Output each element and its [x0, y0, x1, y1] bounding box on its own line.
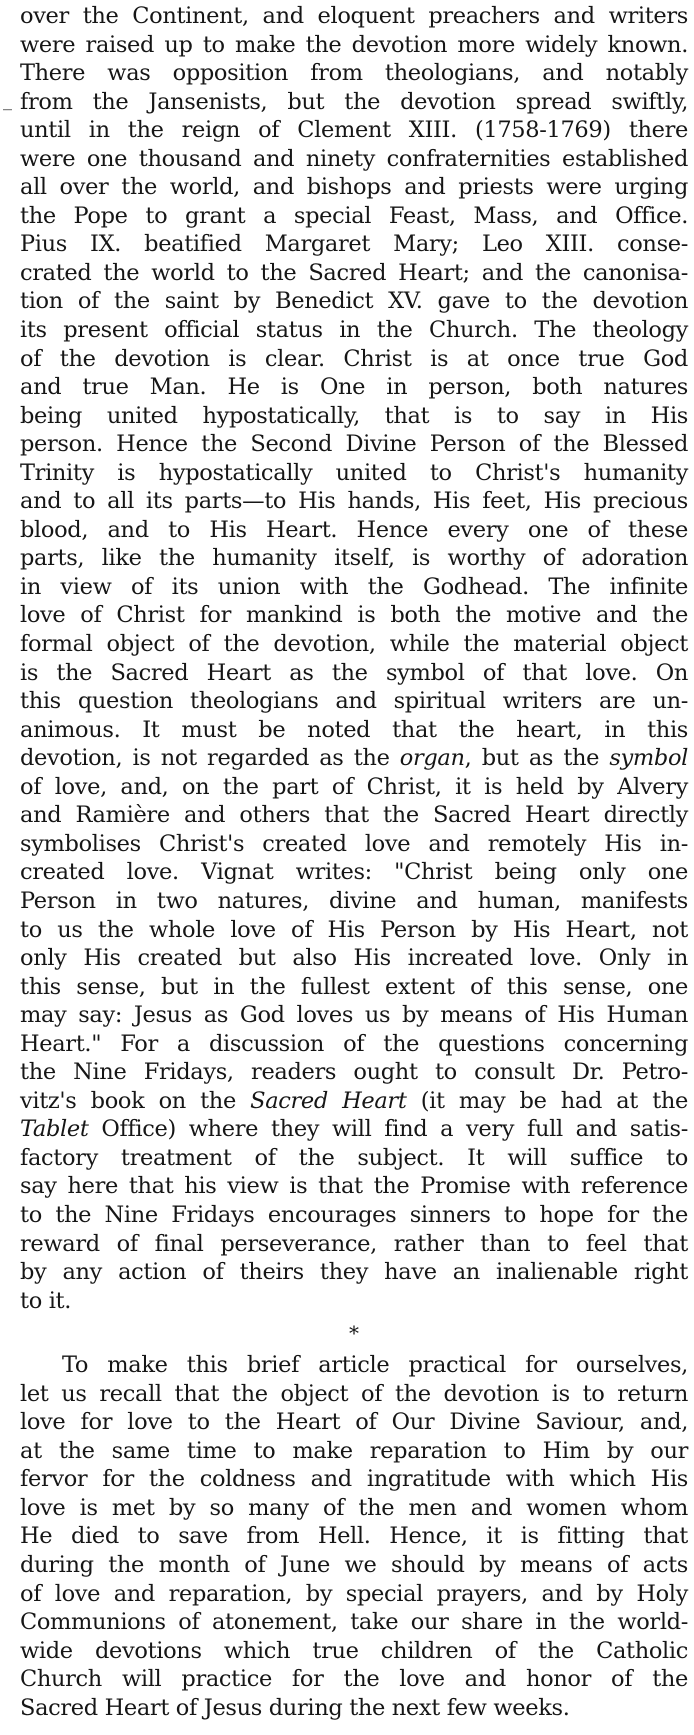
- text-line: fervor for the coldness and ingratitude with which His: [20, 1466, 688, 1493]
- text-line: and to all its parts—to His hands, His feet, His precious: [20, 488, 688, 515]
- text-line: created love. Vignat writes: "Christ being only one: [20, 859, 688, 886]
- document-page: [20, 2, 688, 1722]
- text-line: over the Continent, and eloquent preachers and writers: [20, 3, 688, 29]
- text-line: this sense, but in the fullest extent of this sense, one: [20, 973, 688, 1000]
- text-line: Person in two natures, divine and human, manifests: [20, 887, 688, 914]
- text-line: during the month of June we should by means of acts: [20, 1551, 688, 1578]
- text-line: from the Jansenists, but the devotion spread swiftly,: [20, 88, 688, 115]
- text-line: let us recall that the object of the devotion is to return: [20, 1380, 688, 1407]
- paragraph-1: [20, 2, 688, 1315]
- text-line: only His created but also His increated love. Only in: [20, 945, 688, 972]
- text-line: factory treatment of the subject. It will suffice to: [20, 1144, 688, 1171]
- text-line: devotion, is not regarded as the organ, but as the symbol: [20, 745, 688, 772]
- text-line: at the same time to make reparation to Him by our: [20, 1437, 688, 1464]
- text-line: crated the world to the Sacred Heart; and the canonisa-: [20, 259, 688, 286]
- text-line: love of Christ for mankind is both the motive and the: [20, 602, 688, 629]
- text-line: its present official status in the Church. The theology: [20, 317, 688, 344]
- text-line: symbolises Christ's created love and remotely His in-: [20, 830, 688, 857]
- text-line: Trinity is hypostatically united to Christ's humanity: [20, 459, 688, 486]
- text-line: To make this brief article practical for ourselves,: [62, 1352, 688, 1379]
- text-line: may say: Jesus as God loves us by means of His Human: [20, 1002, 688, 1029]
- text-line: tion of the saint by Benedict XV. gave to the devotion: [20, 288, 688, 315]
- text-line: of love, and, on the part of Christ, it is held by Alvery: [20, 773, 688, 800]
- text-line: all over the world, and bishops and priests were urging: [20, 174, 688, 201]
- text-line: Church will practice for the love and honor of the: [20, 1666, 688, 1693]
- text-line: love is met by so many of the men and women whom: [20, 1494, 688, 1521]
- text-line: to us the whole love of His Person by His Heart, not: [20, 916, 688, 943]
- text-line: in view of its union with the Godhead. The infinite: [20, 573, 688, 600]
- text-line: There was opposition from theologians, and notably: [20, 60, 688, 87]
- text-line: is the Sacred Heart as the symbol of that love. On: [20, 659, 688, 686]
- text-line: to it.: [20, 1287, 72, 1314]
- text-line: vitz's book on the Sacred Heart (it may be had at the: [20, 1087, 688, 1114]
- text-line: Pius IX. beatified Margaret Mary; Leo XIII. conse-: [20, 231, 688, 258]
- text-line: of love and reparation, by special prayers, and by Holy: [20, 1580, 688, 1607]
- text-line: the Nine Fridays, readers ought to consult Dr. Petro-: [20, 1059, 688, 1086]
- text-line: and Ramière and others that the Sacred Heart directly: [20, 802, 688, 829]
- text-line: to the Nine Fridays encourages sinners to hope for the: [20, 1201, 688, 1228]
- text-line: being united hypostatically, that is to say in His: [20, 402, 688, 429]
- text-line: Communions of atonement, take our share in the world-: [20, 1609, 688, 1636]
- text-line: of the devotion is clear. Christ is at once true God: [20, 345, 688, 372]
- text-line: say here that his view is that the Promise with reference: [20, 1173, 688, 1200]
- text-line: wide devotions which true children of the Catholic: [20, 1637, 688, 1664]
- text-line: were one thousand and ninety confraternities established: [20, 145, 688, 172]
- text-line: blood, and to His Heart. Hence every one of these: [20, 516, 688, 543]
- text-line: this question theologians and spiritual writers are un-: [20, 688, 688, 715]
- paragraph-2: [20, 1351, 688, 1722]
- text-line: parts, like the humanity itself, is worthy of adoration: [20, 545, 688, 572]
- text-line: by any action of theirs they have an inalienable right: [20, 1259, 688, 1286]
- text-line: love for love to the Heart of Our Divine Saviour, and,: [20, 1409, 688, 1436]
- text-line: were raised up to make the devotion more widely known.: [20, 31, 688, 58]
- section-separator: *: [349, 1321, 359, 1346]
- margin-mark: _: [3, 90, 12, 111]
- text-line: and true Man. He is One in person, both natures: [20, 374, 688, 401]
- text-line: person. Hence the Second Divine Person of the Blessed: [20, 431, 688, 458]
- text-line: Heart." For a discussion of the questions concerning: [20, 1030, 688, 1057]
- text-line: until in the reign of Clement XIII. (1758-1769) there: [20, 117, 688, 144]
- text-line: He died to save from Hell. Hence, it is fitting that: [20, 1523, 688, 1550]
- text-line: Tablet Office) where they will find a very full and satis-: [20, 1116, 688, 1143]
- text-line: formal object of the devotion, while the material object: [20, 631, 688, 658]
- text-line: animous. It must be noted that the heart, in this: [20, 716, 688, 743]
- text-line: the Pope to grant a special Feast, Mass, and Office.: [20, 202, 688, 229]
- text-line: reward of final perseverance, rather than to feel that: [20, 1230, 688, 1257]
- text-line: Sacred Heart of Jesus during the next few weeks.: [20, 1694, 570, 1721]
